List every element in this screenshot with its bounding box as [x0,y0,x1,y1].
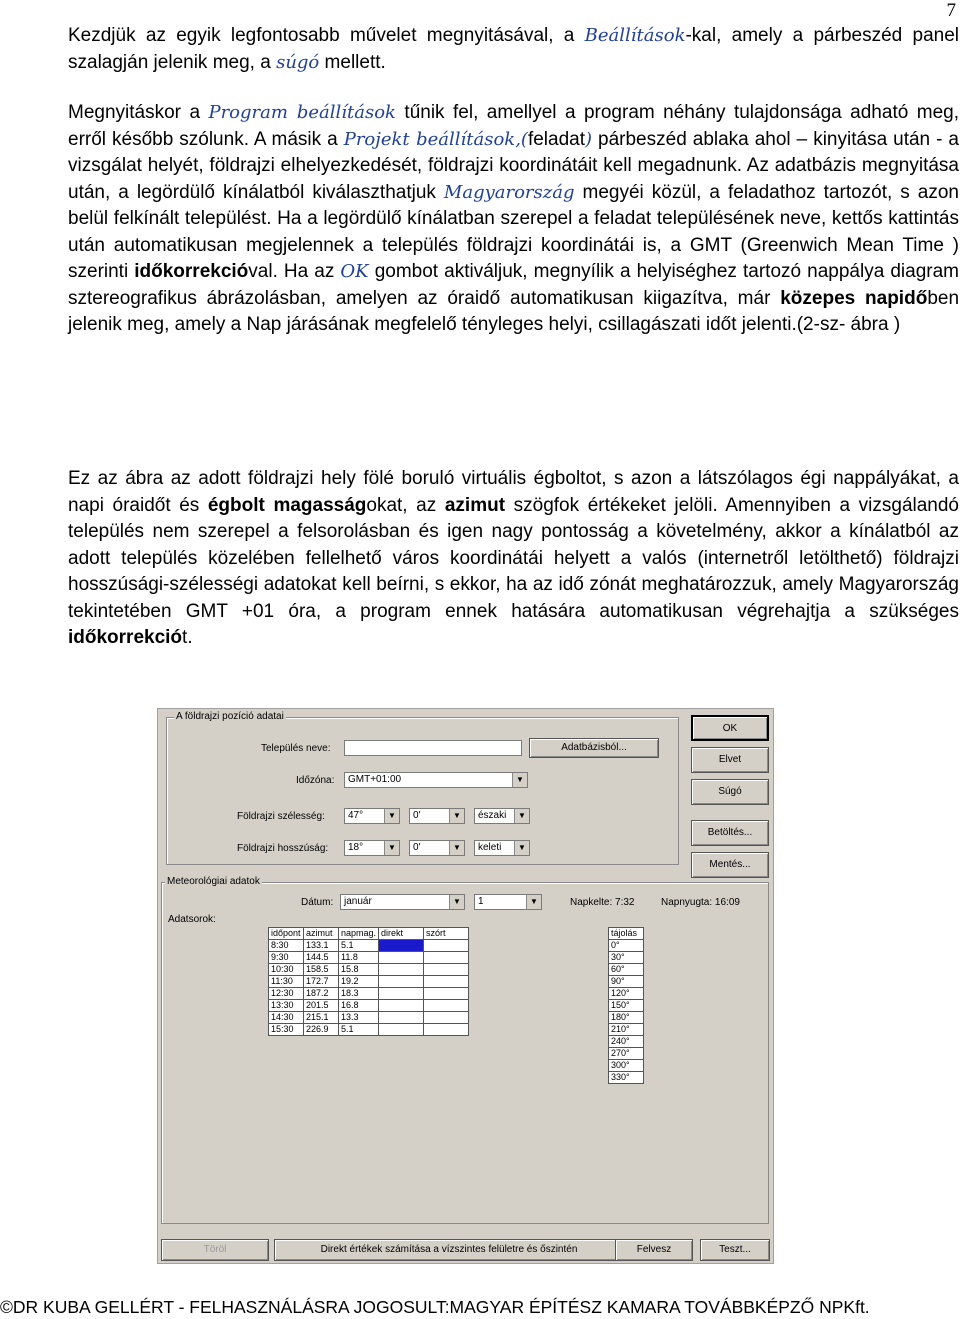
hosszusag-deg-value: 18° [348,842,364,853]
table-cell[interactable]: 16.8 [339,1000,379,1012]
p2-text-4: párbeszéd ablaka ahol – kinyitása után - a vizsgálat helyét, földrajzi elhelyezkedését, földrajzi koordinátáit kell megadnunk. Az adatbázis megnyitása után, a legördülő kínálatból kiválaszthatjuk [68,128,959,203]
direction-cell[interactable]: 60° [609,964,644,976]
direction-row[interactable] [609,1060,644,1072]
p3-text-1: Ez az ábra az adott földrajzi hely fölé boruló virtuális égboltot, s azon a látszólagos égi nappályákat, a napi óraidőt és [68,468,959,516]
p3-bold-idokorrekcio: időkorrekció [68,627,183,648]
table-cell[interactable] [424,1000,469,1012]
table-cell[interactable] [424,988,469,1000]
table-cell[interactable]: 12:30 [269,988,304,1000]
table-cell[interactable] [379,964,424,976]
szelesseg-dir-select[interactable] [474,808,530,824]
ok-button[interactable]: OK [691,715,769,741]
direction-cell[interactable]: 240° [609,1036,644,1048]
table-header-cell: időpont [269,928,304,940]
table-cell[interactable]: 11:30 [269,976,304,988]
table-cell[interactable]: 215.1 [304,1012,339,1024]
direction-cell[interactable]: 270° [609,1048,644,1060]
table-row[interactable] [269,952,469,964]
chevron-down-icon[interactable]: ▼ [512,773,527,787]
hosszusag-dir-select[interactable] [474,840,530,856]
szelesseg-min-select[interactable] [409,808,465,824]
chevron-down-icon[interactable]: ▼ [514,809,529,823]
p1-text-2: -kal, amely a párbeszéd panel szalagján jelenik meg, a [68,25,959,73]
chevron-down-icon[interactable]: ▼ [526,895,541,909]
chevron-down-icon[interactable]: ▼ [384,809,399,823]
p2-text-6: val. Ha az [248,261,341,282]
direction-cell[interactable]: 150° [609,1000,644,1012]
idozona-value: GMT+01:00 [348,774,402,785]
table-header-cell: azimut [304,928,339,940]
elvet-button[interactable]: Elvet [691,747,769,773]
p3-text-3: szögfok értékeket jelöli. Amennyiben a vizsgálandó település nem szerepel a felsorolásban és igen nagy pontosság a követelmény, akkor a kínálatból az adott település közelében fellelhető város koordinátái helyett a valós (internetről letölthető) földrajzi hosszúsági-szélességi adatokat kell beírni, s ekkor, ha az idő zónát meghatározzuk, amely Magyarország tekintetében GMT +01 óra, a program ennek hatására automatikusan végrehajtja a szükséges [68,494,959,622]
hosszusag-dir-value: keleti [478,842,502,853]
direction-cell[interactable]: 330° [609,1072,644,1084]
napnyugta-label: Napnyugta: 16:09 [661,897,740,908]
direction-header-cell: tájolás [609,928,644,940]
table-cell[interactable]: 14:30 [269,1012,304,1024]
hosszusag-min-select[interactable] [409,840,465,856]
p2-math-paren: ) [585,128,593,150]
table-cell[interactable]: 15:30 [269,1024,304,1036]
direction-row[interactable] [609,1036,644,1048]
table-cell[interactable]: 10:30 [269,964,304,976]
p3-bold-egbolt-magassag: égbolt magasság [207,494,367,516]
direction-row[interactable] [609,1024,644,1036]
direction-cell[interactable]: 300° [609,1060,644,1072]
direction-cell[interactable]: 90° [609,976,644,988]
project-settings-dialog [157,708,774,1264]
szelesseg-deg-value: 47° [348,810,364,821]
table-cell[interactable]: 144.5 [304,952,339,964]
direkt-button[interactable]: Direkt értékek számítása a vízszintes felületre és őszintén [274,1239,624,1261]
direction-table [608,927,644,1084]
p2-text-2: tűnik fel, amellyel a program néhány tulajdonsága adható meg, erről később szólunk. A másik a [68,102,959,150]
table-row[interactable] [269,1024,469,1036]
p2-text-8: ben jelenik meg, amely a Nap járásának megfelelő tényleges helyi, csillagászati időt jelenti.(2-sz- ábra ) [68,287,960,335]
table-cell[interactable] [379,1024,424,1036]
table-cell[interactable]: 18.3 [339,988,379,1000]
p3-text-4: t. [182,627,193,648]
table-header-cell: napmag. [339,928,379,940]
table-cell[interactable] [379,952,424,964]
paragraph-3 [68,466,959,652]
table-cell[interactable]: 172.7 [304,976,339,988]
table-header-cell: direkt [379,928,424,940]
direction-row[interactable] [609,940,644,952]
direction-header-row [609,928,644,940]
table-cell[interactable]: 5.1 [339,1024,379,1036]
table-row[interactable] [269,988,469,1000]
direction-row[interactable] [609,1072,644,1084]
direction-cell[interactable]: 180° [609,1012,644,1024]
betoltes-button[interactable]: Betöltés... [691,820,769,846]
datum-day-value: 1 [478,896,484,907]
table-cell[interactable]: 15.8 [339,964,379,976]
table-cell[interactable] [379,940,424,952]
table-cell[interactable]: 13:30 [269,1000,304,1012]
direction-table-body [609,928,644,1084]
table-cell[interactable]: 201.5 [304,1000,339,1012]
direction-row[interactable] [609,952,644,964]
table-cell[interactable] [424,964,469,976]
hosszusag-deg-select[interactable] [344,840,400,856]
page-number: 7 [946,0,956,21]
p1-math-beallitasok: Beállítások [584,25,686,46]
hosszusag-label: Földrajzi hosszúság: [237,843,329,854]
p2-text-7: gombot aktiváljuk, megnyílik a helyiséghez tartozó nappálya diagram sztereografikus ábrázolásban, amelyen az óraidő automatikusan kiigazítva, már [68,261,959,309]
direction-cell[interactable]: 30° [609,952,644,964]
table-cell[interactable] [424,1024,469,1036]
telepules-label: Település neve: [261,743,331,754]
p1-math-sugo: súgó [276,51,320,73]
direction-row[interactable] [609,988,644,1000]
table-cell[interactable]: 11.8 [339,952,379,964]
p2-math-ok: OK [340,261,369,282]
meteo-group-title: Meteorológiai adatok [167,876,260,887]
table-cell[interactable] [379,1000,424,1012]
table-cell[interactable]: 187.2 [304,988,339,1000]
direction-cell[interactable]: 0° [609,940,644,952]
teszt-button[interactable]: Teszt... [700,1239,770,1261]
table-cell[interactable] [424,1012,469,1024]
mentes-button[interactable]: Mentés... [691,852,769,878]
table-row[interactable] [269,1012,469,1024]
p3-text-2: okat, az [366,494,445,516]
p1-text-1: Kezdjük az egyik legfontosabb művelet megnyitásával, a [68,25,585,46]
p2-text-5: megyéi közül, a feladathoz tartozót, s azon belül felkínált települést. Ha a legördülő kínálatban szerepel a feladat településének neve, kettős kattintás után automatikusan megjelennek a település földrajzi koordinátái is, a GMT (Greenwich Mean Time ) szerinti [68,181,959,282]
table-cell[interactable]: 13.3 [339,1012,379,1024]
hosszusag-min-value: 0' [413,842,421,853]
chevron-down-icon[interactable]: ▼ [449,895,464,909]
datum-month-value: január [344,896,372,907]
p2-bold-kozepes-napido: közepes napidő [780,287,928,309]
table-cell[interactable] [424,952,469,964]
chevron-down-icon[interactable]: ▼ [514,841,529,855]
p2-bold-idokorrekcio: időkorrekció [134,261,249,282]
table-cell[interactable]: 133.1 [304,940,339,952]
p1-text-3: mellett. [319,51,386,73]
table-cell[interactable]: 226.9 [304,1024,339,1036]
p2-math-magyarorszag: Magyarország [443,181,575,203]
direction-row[interactable] [609,1048,644,1060]
direction-cell[interactable]: 120° [609,988,644,1000]
napkelte-label: Napkelte: 7:32 [570,897,635,908]
idozona-select[interactable] [344,772,528,788]
chevron-down-icon[interactable]: ▼ [449,809,464,823]
table-cell[interactable]: 5.1 [339,940,379,952]
table-header-cell: szórt [424,928,469,940]
p2-math-program-beallitasok: Program beállítások [208,102,396,123]
table-cell[interactable]: 8:30 [269,940,304,952]
chevron-down-icon[interactable]: ▼ [384,841,399,855]
datum-day-select[interactable] [474,894,542,910]
direction-row[interactable] [609,964,644,976]
szelesseg-label: Földrajzi szélesség: [237,811,325,822]
table-row[interactable] [269,976,469,988]
paragraph-2 [68,100,959,339]
p3-bold-azimut: azimut [444,494,506,516]
table-cell[interactable] [424,940,469,952]
p2-text-3: feladat [527,128,585,150]
chevron-down-icon[interactable]: ▼ [449,841,464,855]
table-cell[interactable] [424,976,469,988]
table-cell[interactable]: 19.2 [339,976,379,988]
meteo-table-body [269,928,469,1036]
datum-label: Dátum: [301,897,334,908]
table-row[interactable] [269,964,469,976]
table-header-row [269,928,469,940]
position-group-title: A földrajzi pozíció adatai [176,711,284,722]
footer-copyright: ©DR KUBA GELLÉRT - FELHASZNÁLÁSRA JOGOSULT:MAGYAR ÉPÍTÉSZ KAMARA TOVÁBBKÉPZŐ NPKft. [0,1297,870,1317]
meteo-data-table [268,927,469,1036]
felvesz-button[interactable]: Felvesz [615,1239,693,1261]
p2-text-1: Megnyitáskor a [68,102,209,123]
telepules-input[interactable] [344,740,522,756]
table-cell[interactable]: 9:30 [269,952,304,964]
datum-month-select[interactable] [340,894,465,910]
direction-cell[interactable]: 210° [609,1024,644,1036]
szelesseg-dir-value: északi [478,810,507,821]
torol-button[interactable]: Töröl [161,1239,269,1261]
table-cell[interactable] [379,988,424,1000]
direction-row[interactable] [609,976,644,988]
table-cell[interactable] [379,976,424,988]
table-cell[interactable]: 158.5 [304,964,339,976]
szelesseg-min-value: 0' [413,810,421,821]
idozona-label: Időzóna: [296,775,335,786]
direction-row[interactable] [609,1000,644,1012]
p2-math-projekt-beallitasok: Projekt beállítások,( [343,128,528,150]
sugo-button[interactable]: Súgó [691,779,769,805]
direction-row[interactable] [609,1012,644,1024]
paragraph-1 [68,23,959,76]
adatsorok-label: Adatsorok: [168,914,216,925]
table-row[interactable] [269,940,469,952]
table-cell[interactable] [379,1012,424,1024]
adatbazis-button[interactable]: Adatbázisból... [529,738,659,758]
szelesseg-deg-select[interactable] [344,808,400,824]
table-row[interactable] [269,1000,469,1012]
